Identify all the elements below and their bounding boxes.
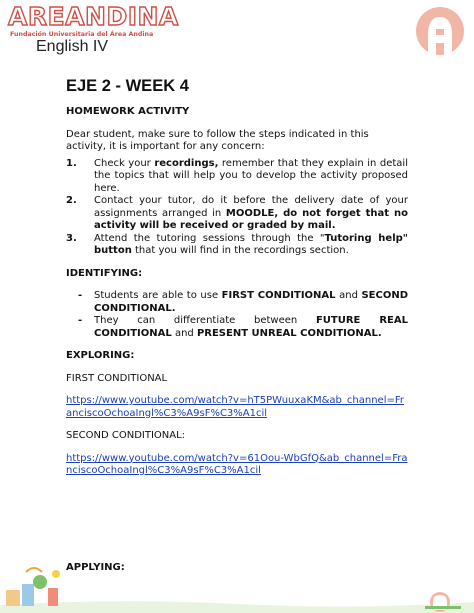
item-bold: PRESENT UNREAL CONDITIONAL. [196,327,382,339]
step-item [66,195,408,233]
step-text: Check your [94,157,155,169]
first-conditional-link[interactable]: https://www.youtube.com/watch?v=hT5PWuuxaKM&ab_channel=FranciscoOchoaIngl%C3%A9sF%C3%A1cil [66,395,404,419]
applying-heading: APPLYING: [66,561,125,573]
footer-decoration-icon [0,560,474,613]
steps-list [66,158,408,258]
item-bold: FUTURE REAL CONDITIONAL [94,315,408,339]
step-text: remember that they explain in detail the topics that will help you to develop the activity proposed here. [94,157,408,194]
step-bold: Tutoring help" button [94,232,408,256]
step-number: 3. [66,232,77,244]
areandina-a-logo-icon [414,5,466,75]
second-conditional-label: SECOND CONDITIONAL: [66,430,186,441]
bullet: - [78,315,83,326]
identifying-list [66,290,408,340]
item-text: They can differentiate between [94,315,316,326]
exploring-heading: EXPLORING: [66,350,135,361]
step-text: Attend the tutoring sessions through the " [94,232,325,244]
item-text: and [171,327,197,339]
step-bold: recordings, [154,157,219,169]
item-bold: SECOND CONDITIONAL. [94,290,409,314]
identifying-heading: IDENTIFYING: [66,267,143,279]
logo-subtitle: Fundación Universitaria del Área Andina [10,31,154,38]
item-bold: FIRST CONDITIONAL [221,290,336,301]
step-text: Contact your tutor, do it before the delivery date of your assignments arranged in [94,195,408,219]
bullet: - [78,290,83,301]
first-conditional-label: FIRST CONDITIONAL [66,372,168,384]
step-text: that you will find in the recordings section. [131,245,349,256]
list-item [66,290,408,315]
homework-intro: Dear student, make sure to follow the steps indicated in this activity, it is important for any concern: [66,128,369,152]
item-text: Students are able to use [94,290,222,301]
page-title: EJE 2 - WEEK 4 [66,77,189,95]
second-conditional-link[interactable]: https://www.youtube.com/watch?v=61Oou-WbGfQ&ab_channel=FranciscoOchoaIngl%C3%A9sF%C3%A1cil [66,452,408,476]
homework-heading: HOMEWORK ACTIVITY [66,106,190,117]
course-title: English IV [36,38,109,55]
document-body [66,77,409,574]
logo-wordmark: AREANDINA [8,2,179,31]
step-number: 1. [66,157,77,169]
item-text: and [335,290,362,301]
step-item [66,233,408,258]
step-bold: MOODLE, do not forget that no activity will be received or graded by mail. [94,207,408,231]
list-item [66,315,408,340]
step-item [66,158,408,196]
step-number: 2. [66,195,77,206]
